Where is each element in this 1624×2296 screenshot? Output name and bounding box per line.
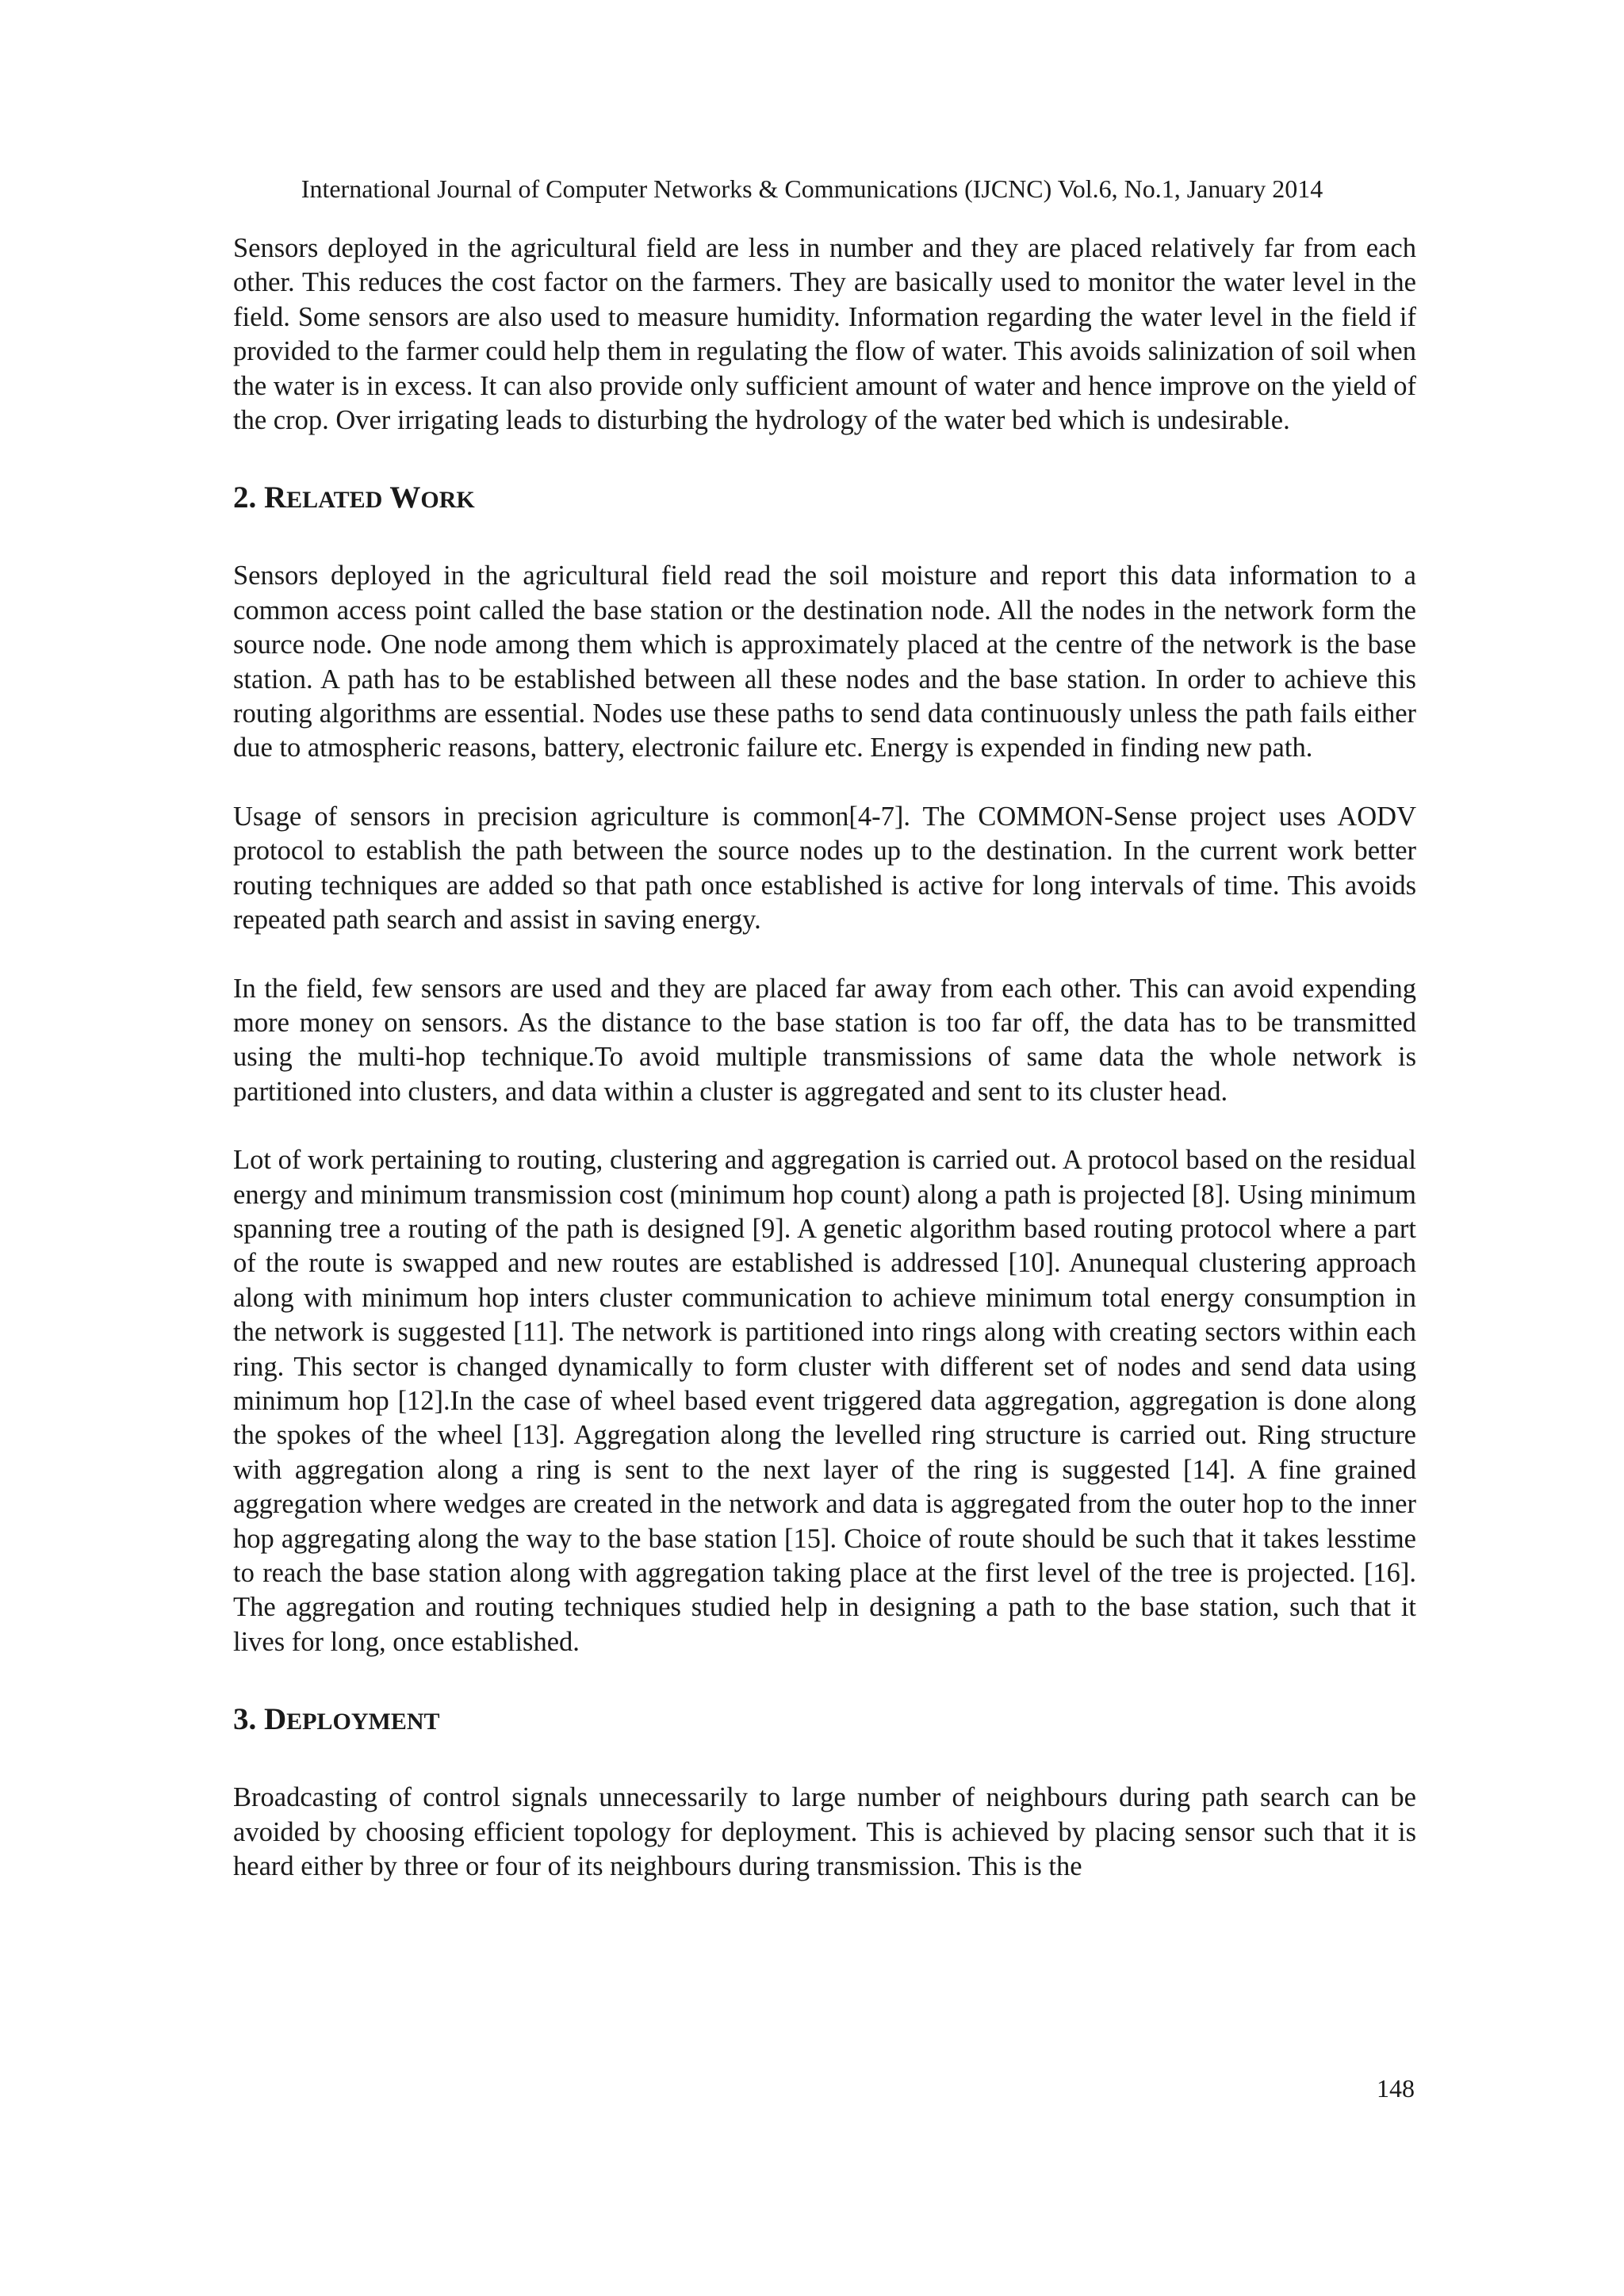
spacer (233, 1741, 1416, 1781)
section-heading-related-work (233, 479, 1416, 519)
spacer (233, 519, 1416, 559)
heading-smallcaps: EPLOYMENT (286, 1709, 440, 1735)
spacer (233, 1659, 1416, 1701)
section-number: 2. (233, 480, 257, 515)
related-work-paragraph-2: Usage of sensors in precision agriculture is common[4-7]. The COMMON-Sense project uses AODV protocol to establish the path between the source nodes up to the destination. In the current work better routing techniques are added so that path once established is active for long intervals of time. This avoids repeated path search and assist in saving energy. (233, 801, 1416, 936)
related-work-paragraph-3: In the field, few sensors are used and they are placed far away from each other. This can avoid expending more money on sensors. As the distance to the base station is too far off, the data has to be transmitted using the multi-hop technique.To avoid multiple transmissions of same data the whole network is partitioned into clusters, and data within a cluster is aggregated and sent to its cluster head. (233, 973, 1416, 1107)
running-header: International Journal of Computer Networks & Communications (IJCNC) Vol.6, No.1, January 2014 (301, 174, 1323, 203)
intro-paragraph: Sensors deployed in the agricultural field are less in number and they are placed relatively far from each other. This reduces the cost factor on the farmers. They are basically used to monitor the water level in the field. Some sensors are also used to measure humidity. Information regarding the water level in the field if provided to the farmer could help them in regulating the flow of water. This avoids salinization of soil when the water is in excess. It can also provide only sufficient amount of water and hence improve on the yield of the crop. Over irrigating leads to disturbing the hydrology of the water bed which is undesirable. (233, 233, 1416, 436)
section-number: 3. (233, 1702, 257, 1737)
spacer (233, 438, 1416, 479)
heading-smallcaps: ORK (420, 487, 475, 514)
page-body (233, 232, 1416, 1884)
heading-cap: D (264, 1702, 287, 1737)
spacer (233, 766, 1416, 800)
related-work-paragraph-1: Sensors deployed in the agricultural field read the soil moisture and report this data information to a common access point called the base station or the destination node. All the nodes in the network form the source node. One node among them which is approximately placed at the centre of the network is the base station. A path has to be established between all these nodes and the base station. In order to achieve this routing algorithms are essential. Nodes use these paths to send data continuously unless the path fails either due to atmospheric reasons, battery, electronic failure etc. Energy is expended in finding new path. (233, 561, 1416, 763)
heading-smallcaps: ELATED (286, 487, 383, 514)
heading-cap: R (264, 480, 287, 515)
spacer (233, 1109, 1416, 1143)
page-number: 148 (1377, 2074, 1415, 2103)
spacer (233, 938, 1416, 972)
section-heading-deployment (233, 1701, 1416, 1741)
related-work-paragraph-4: Lot of work pertaining to routing, clustering and aggregation is carried out. A protocol based on the residual energy and minimum transmission cost (minimum hop count) along a path is projected [8]. Using minimum spanning tree a routing of the path is designed [9]. A genetic algorithm based routing protocol where a part of the route is swapped and new routes are established is addressed [10]. Anunequal clustering approach along with minimum hop inters cluster communication to achieve minimum total energy consumption in the network is suggested [11]. The network is partitioned into rings along with creating sectors within each ring. This sector is changed dynamically to form cluster with different set of nodes and send data using minimum hop [12].In the case of wheel based event triggered data aggregation, aggregation is done along the spokes of the wheel [13]. Aggregation along the levelled ring structure is carried out. Ring structure with aggregation along a ring is sent to the next layer of the ring is suggested [14]. A fine grained aggregation where wedges are created in the network and data is aggregated from the outer hop to the inner hop aggregating along the way to the base station [15]. Choice of route should be such that it takes lesstime to reach the base station along with aggregation taking place at the first level of the tree is projected. [16]. The aggregation and routing techniques studied help in designing a path to the base station, such that it lives for long, once established. (233, 1145, 1416, 1657)
heading-cap: W (389, 480, 421, 515)
deployment-paragraph: Broadcasting of control signals unnecessarily to large number of neighbours during path search can be avoided by choosing efficient topology for deployment. This is achieved by placing sensor such that it is heard either by three or four of its neighbours during transmission. This is the (233, 1782, 1416, 1882)
